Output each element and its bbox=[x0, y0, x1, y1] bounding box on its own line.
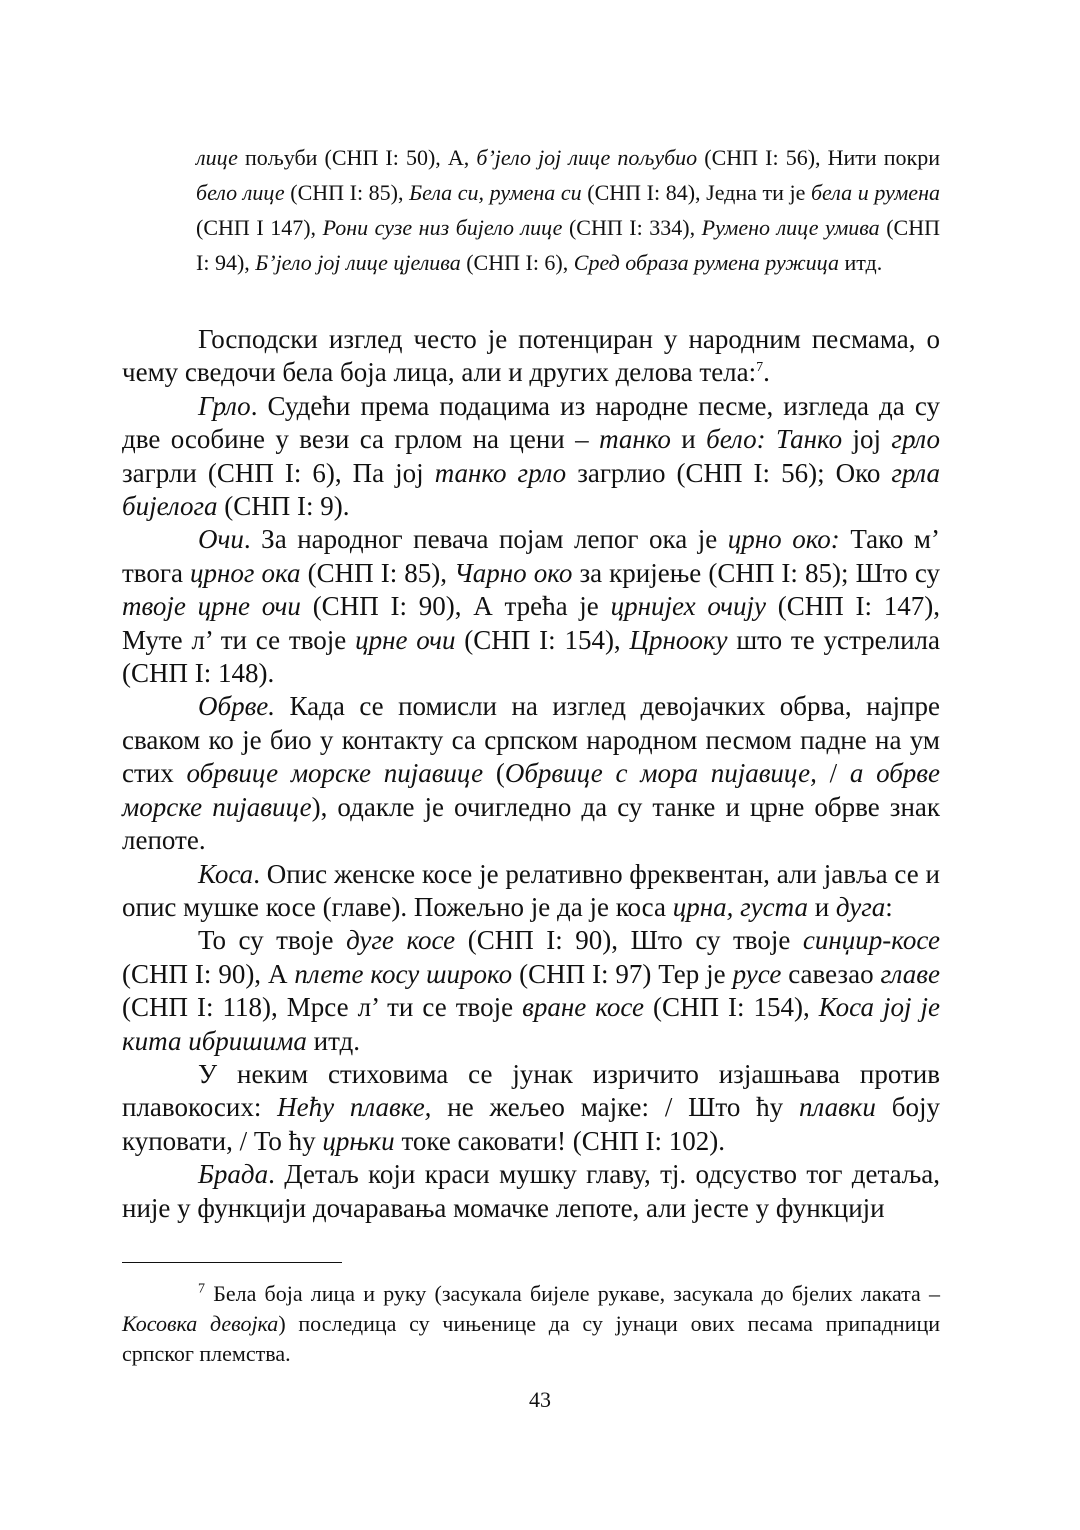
italic-text: а обрве морске пијавице bbox=[122, 758, 940, 822]
text-run: (СНП I: 84), Једна ти је bbox=[581, 180, 811, 205]
footnote bbox=[122, 1279, 940, 1369]
text-run: и bbox=[807, 891, 836, 922]
text-run: загрлио (СНП I: 56); Око bbox=[566, 457, 892, 488]
paragraph bbox=[122, 390, 940, 524]
italic-text: русе bbox=[732, 958, 782, 989]
text-run: (СНП I: 154), bbox=[643, 992, 819, 1023]
italic-text: дуга bbox=[835, 891, 886, 922]
text-run: боју куповати, / То ћу bbox=[122, 1092, 940, 1156]
italic-text: бело лице bbox=[196, 180, 285, 205]
text-run: (СНП I: 6), bbox=[460, 250, 574, 275]
italic-text: танко грло bbox=[434, 457, 567, 488]
italic-text: Румено лице умива bbox=[701, 215, 880, 240]
text-run: . За народног певача појам лепог ока је bbox=[243, 524, 728, 555]
footnote-marker: 7 bbox=[198, 1281, 205, 1297]
italic-text: Коса bbox=[198, 858, 254, 889]
text-run: (СНП I: 56), Нити покри bbox=[697, 145, 941, 170]
italic-text: вране косе bbox=[522, 992, 644, 1023]
italic-text: Обрве. bbox=[198, 691, 276, 722]
body-text bbox=[122, 323, 940, 1225]
italic-text: Рони сузе низ бијело лице bbox=[322, 215, 563, 240]
text-run: (СНП I: 85), bbox=[284, 180, 410, 205]
paragraph bbox=[122, 1058, 940, 1158]
text-run: ), одакле је очигледно да су танке и црне обрве знак лепоте. bbox=[122, 791, 940, 856]
text-run: (СНП I: 334), bbox=[562, 215, 702, 240]
italic-text: синџир-косе bbox=[802, 925, 940, 956]
text-run: (СНП I: 94), bbox=[196, 215, 941, 275]
text-run: У неким стиховима се јунак изричито изјашњава против плавокосих: bbox=[122, 1058, 940, 1123]
text-run: јој bbox=[842, 424, 892, 455]
italic-text: црног ока bbox=[190, 557, 301, 588]
text-run: итд. bbox=[838, 250, 883, 275]
italic-text: грло bbox=[891, 424, 941, 455]
italic-text: танко bbox=[599, 424, 671, 455]
italic-text: Грло bbox=[198, 390, 251, 421]
text-run: ) последица су чињенице да су јунаци ових песама припадници српског племства. bbox=[122, 1311, 941, 1366]
text-run: (СНП I: 85), bbox=[300, 557, 455, 588]
text-run: итд. bbox=[306, 1025, 361, 1056]
italic-text: Коса јој је кита ибришима bbox=[122, 992, 941, 1056]
text-run: и bbox=[670, 424, 707, 455]
italic-text: црно око: bbox=[727, 524, 840, 555]
text-run: . bbox=[763, 357, 770, 388]
text-run: савезао bbox=[781, 958, 881, 989]
italic-text: дуге косе bbox=[346, 925, 456, 956]
text-run: / bbox=[816, 758, 850, 789]
text-run: Бела боја лица и руку (засукала бијеле рукаве, засукала до бјелих лаката – bbox=[205, 1281, 940, 1306]
text-run: (СНП I: 90), А bbox=[122, 958, 295, 989]
paragraph bbox=[122, 323, 940, 390]
text-run: Господски изглед често је потенциран у народним песмама, о чему сведочи бела боја лица, али и других делова тела: bbox=[122, 324, 940, 388]
text-run: . Детаљ који краси мушку главу, тј. одсуство тог детаља, није у функцији дочаравања момачке лепоте, али јесте у функцији bbox=[122, 1159, 940, 1223]
text-run: што те устрелила (СНП I: 148). bbox=[122, 624, 940, 689]
italic-text: црнијех очију bbox=[610, 591, 766, 622]
italic-text: плавки bbox=[798, 1092, 876, 1123]
italic-text: Бела си, румена си bbox=[409, 180, 582, 205]
italic-text: Сред образа румена ружица bbox=[573, 250, 839, 275]
italic-text: Црнооку bbox=[629, 624, 728, 655]
text-run: То су твоје bbox=[198, 925, 347, 956]
text-run: Када се помисли на изглед девојачких обрва, најпре сваком ко је био у контакту са српском народном песмом падне на ум стих bbox=[122, 691, 940, 789]
paragraph bbox=[122, 924, 940, 1058]
text-run: . Судећи према подацима из народне песме, изгледа да су две особине у вези са грлом на цени – bbox=[122, 390, 940, 455]
page-number: 43 bbox=[529, 1387, 551, 1412]
italic-text: црњки bbox=[322, 1125, 395, 1156]
paragraph bbox=[122, 858, 940, 925]
italic-text: Б’јело јој лице цјелива bbox=[255, 250, 461, 275]
italic-text: обрвице морске пијавице bbox=[186, 758, 484, 789]
italic-text: Косовка девојка bbox=[122, 1311, 279, 1336]
text-run: (СНП I: 90), Што су твоје bbox=[455, 925, 803, 956]
italic-text: бело: Танко bbox=[706, 424, 843, 455]
italic-text: твоје црне очи bbox=[122, 591, 301, 622]
text-run: пољуби (СНП I: 50), А, bbox=[237, 145, 477, 170]
italic-text: плете косу широко bbox=[294, 958, 513, 989]
text-run: (СНП I: 147), Муте л’ ти се твоје bbox=[122, 591, 941, 655]
paragraph bbox=[122, 690, 940, 857]
text-run: загрли (СНП I: 6), Па јој bbox=[122, 457, 435, 488]
italic-text: главе bbox=[880, 958, 940, 989]
footnote-separator bbox=[122, 1262, 342, 1263]
paragraph bbox=[122, 523, 940, 690]
italic-text: грла бијелога bbox=[122, 457, 940, 522]
text-run: токе саковати! (СНП I: 102). bbox=[394, 1125, 726, 1156]
text-run: не жељео мајке: / Што ћу bbox=[431, 1092, 799, 1123]
paragraph bbox=[122, 1158, 940, 1225]
block-quote bbox=[196, 140, 940, 280]
italic-text: б’јело јој лице пољубио bbox=[476, 145, 698, 170]
italic-text: Нећу плавке, bbox=[277, 1092, 432, 1123]
text-run: (СНП I 147), bbox=[196, 215, 323, 240]
italic-text: црне очи bbox=[355, 624, 456, 655]
text-run: Тако м’ твога bbox=[122, 524, 940, 588]
italic-text: Очи bbox=[198, 524, 244, 555]
text-run: . Опис женске косе је релативно фреквентан, али јавља се и опис мушке косе (главе). Пожељно је да је коса bbox=[122, 858, 940, 922]
text-run: (СНП I: 90), А трећа је bbox=[300, 591, 611, 622]
footnote-marker: 7 bbox=[756, 360, 764, 376]
text-run: за кријење (СНП I: 85); Што су bbox=[572, 557, 941, 588]
italic-text: Чарно око bbox=[454, 557, 573, 588]
italic-text: лице bbox=[196, 145, 238, 170]
text-run: (СНП I: 9). bbox=[217, 491, 350, 522]
text-run: : bbox=[885, 891, 893, 922]
italic-text: бела и румена bbox=[810, 180, 940, 205]
text-run: (СНП I: 118), Мрсе л’ ти се твоје bbox=[122, 992, 523, 1023]
italic-text: црна, густа bbox=[672, 891, 808, 922]
italic-text: Обрвице с мора пијавице, bbox=[504, 758, 817, 789]
text-run: ( bbox=[483, 758, 505, 789]
italic-text: Брада bbox=[198, 1159, 269, 1190]
text-run: (СНП I: 97) Тер је bbox=[512, 958, 733, 989]
text-run: (СНП I: 154), bbox=[455, 624, 630, 655]
